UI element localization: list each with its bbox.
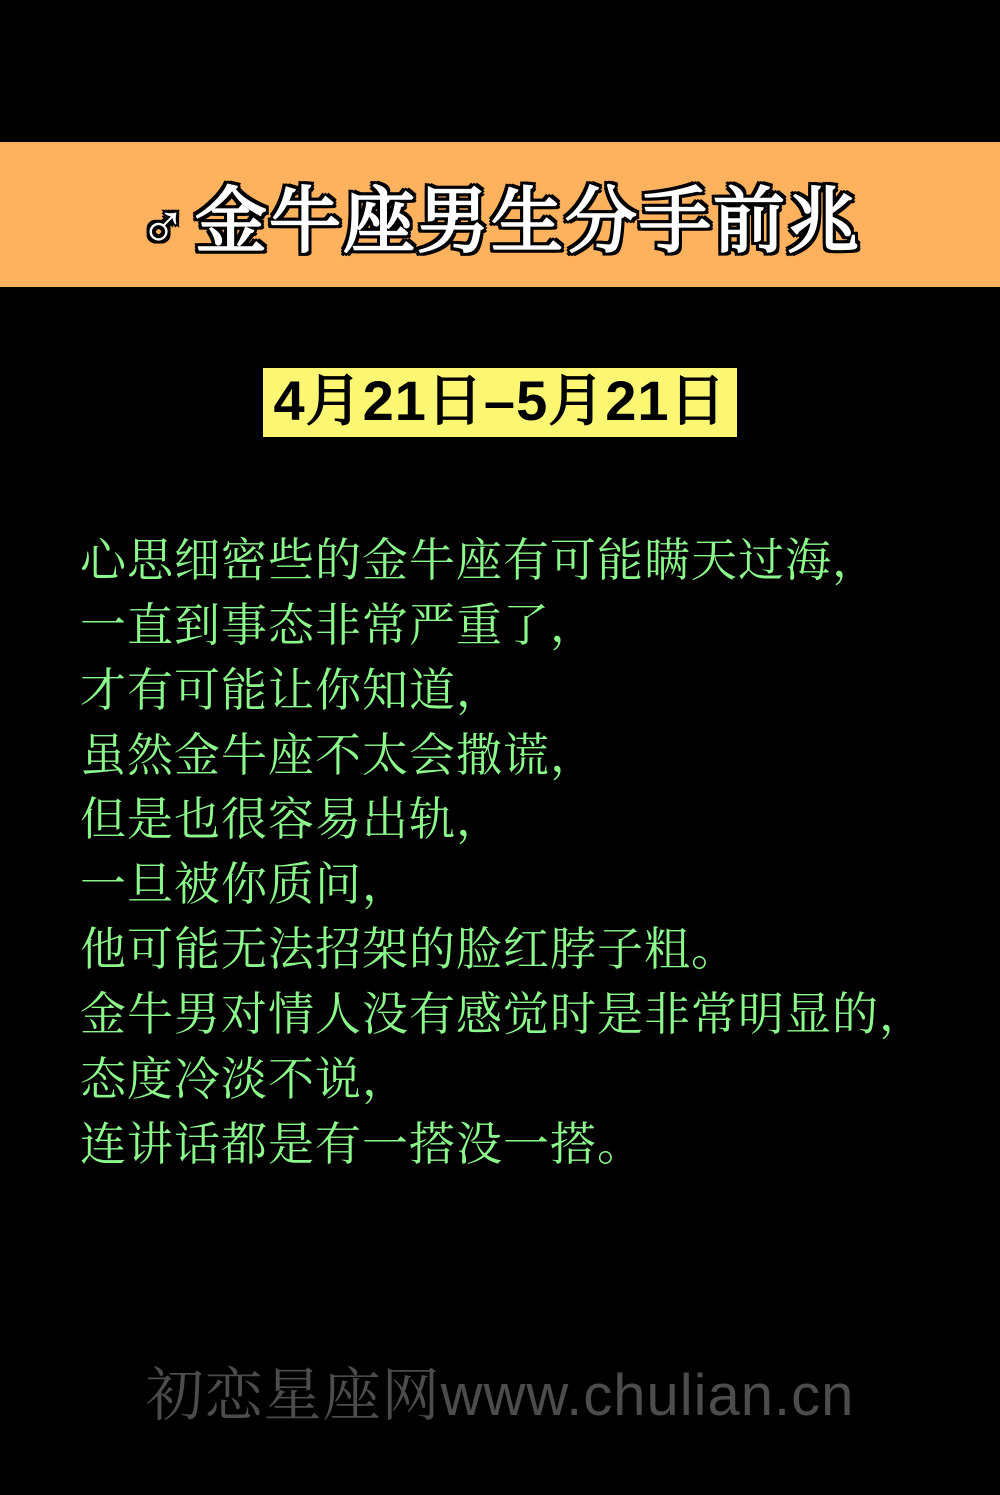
body-line: 心思细密些的金牛座有可能瞒天过海，: [80, 534, 879, 586]
body-line: 他可能无法招架的脸红脖子粗。: [80, 923, 738, 976]
body-line: 虽然金牛座不太会撒谎，: [80, 728, 597, 781]
date-range: [0, 368, 1000, 437]
watermark-url: www.chulian.cn: [440, 1363, 855, 1428]
watermark: [0, 1348, 1000, 1432]
body-text: [80, 528, 940, 1177]
body-line: 一旦被你质问，: [80, 858, 409, 911]
body-line: 态度冷淡不说，: [80, 1052, 409, 1105]
mars-zodiac-icon: ♂: [138, 187, 189, 260]
date-range-text: 4月21日–5月21日: [263, 368, 736, 437]
body-line: 但是也很容易出轨，: [80, 793, 503, 846]
page-title-text: 金牛座男生分手前兆: [194, 181, 861, 262]
body-line: 一直到事态非常严重了，: [80, 598, 597, 651]
watermark-site-name: 初恋星座网: [145, 1363, 441, 1428]
title-banner: [0, 142, 1000, 287]
body-line: 连讲话都是有一搭没一搭。: [80, 1117, 644, 1170]
body-line: 才有可能让你知道，: [80, 663, 503, 716]
body-line: 金牛男对情人没有感觉时是非常明显的，: [80, 988, 926, 1041]
page-title: [139, 163, 861, 267]
